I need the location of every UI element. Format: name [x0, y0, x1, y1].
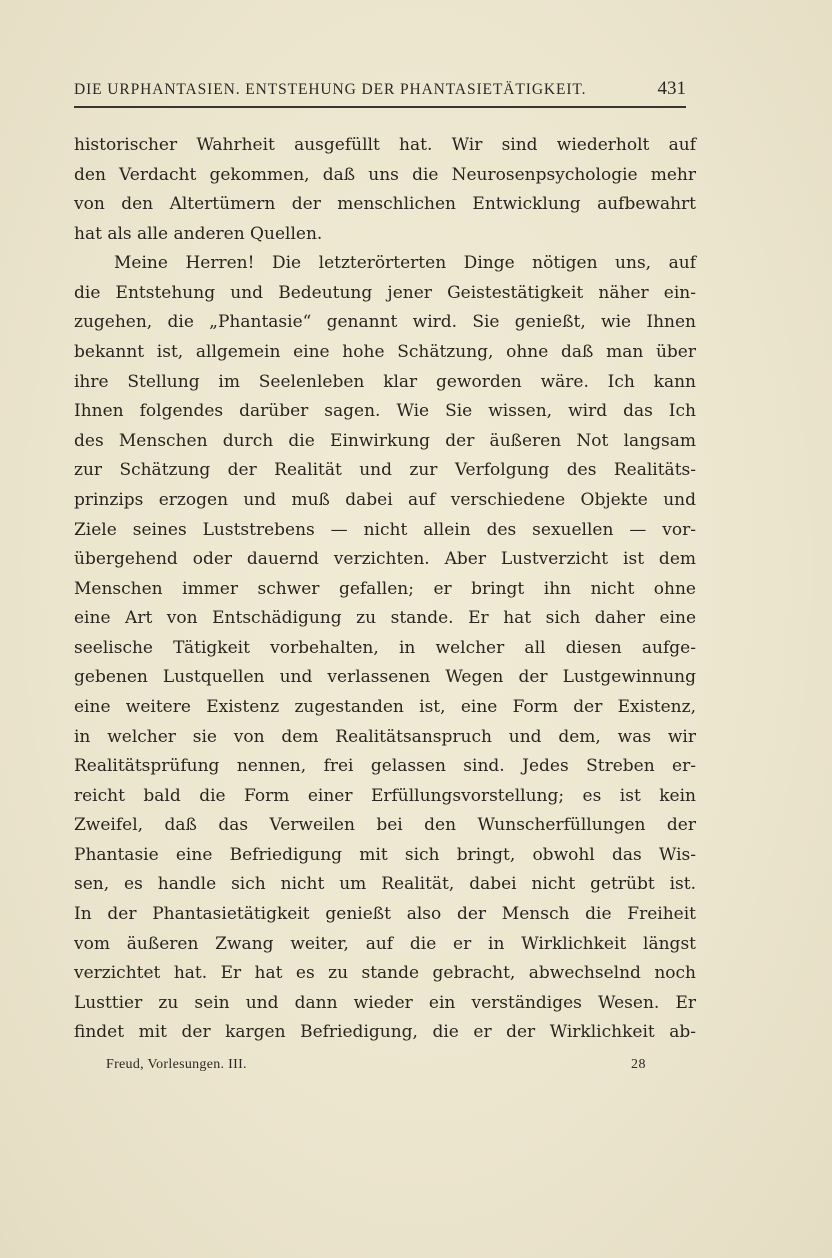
text-line: eine weitere Existenz zugestanden ist, eine Form der Existenz, [74, 696, 696, 717]
text-line: des Menschen durch die Einwirkung der äußeren Not langsam [74, 430, 696, 451]
text-line: prinzips erzogen und muß dabei auf verschiedene Objekte und [74, 489, 696, 510]
text-line: die Entstehung und Bedeutung jener Geistestätigkeit näher ein- [74, 282, 696, 303]
text-line: Ziele seines Luststrebens — nicht allein des sexuellen — vor- [74, 519, 696, 540]
text-line: In der Phantasietätigkeit genießt also der Mensch die Freiheit [74, 904, 696, 925]
running-head [74, 78, 686, 102]
text-line: seelische Tätigkeit vorbehalten, in welcher all diesen aufge- [74, 637, 696, 658]
paragraph-start-line: Meine Herren! Die letzterörterten Dinge nötigen uns, auf [114, 253, 696, 274]
page-number: 431 [657, 78, 686, 99]
text-line: den Verdacht gekommen, daß uns die Neurosenpsychologie mehr [74, 164, 696, 185]
header-rule [74, 106, 686, 108]
text-line: sen, es handle sich nicht um Realität, dabei nicht getrübt ist. [74, 874, 696, 895]
text-line: von den Altertümern der menschlichen Entwicklung aufbewahrt [74, 194, 696, 215]
signature-mark: 28 [631, 1057, 646, 1072]
footer-author-line: Freud, Vorlesungen. III. [106, 1057, 247, 1072]
text-line: Zweifel, daß das Verweilen bei den Wunscherfüllungen der [74, 815, 696, 836]
text-line: Lusttier zu sein und dann wieder ein verständiges Wesen. Er [74, 992, 696, 1013]
text-line: Ihnen folgendes darüber sagen. Wie Sie wissen, wird das Ich [74, 401, 696, 422]
page-footer [106, 1057, 646, 1073]
text-line: in welcher sie von dem Realitätsanspruch und dem, was wir [74, 726, 696, 747]
text-line: zugehen, die „Phantasie“ genannt wird. Sie genießt, wie Ihnen [74, 312, 696, 333]
text-line: findet mit der kargen Befriedigung, die er der Wirklichkeit ab- [74, 1022, 696, 1043]
running-head-title: DIE URPHANTASIEN. ENTSTEHUNG DER PHANTASIETÄTIGKEIT. [74, 81, 587, 98]
text-line: vom äußeren Zwang weiter, auf die er in Wirklichkeit längst [74, 933, 696, 954]
text-line: gebenen Lustquellen und verlassenen Wegen der Lustgewinnung [74, 667, 696, 688]
text-line: Realitätsprüfung nennen, frei gelassen sind. Jedes Streben er- [74, 756, 696, 777]
text-line: hat als alle anderen Quellen. [74, 223, 323, 244]
text-line: zur Schätzung der Realität und zur Verfolgung des Realitäts- [74, 460, 696, 481]
text-line: eine Art von Entschädigung zu stande. Er hat sich daher eine [74, 608, 696, 629]
body-text [74, 131, 696, 1048]
text-line: ihre Stellung im Seelenleben klar geworden wäre. Ich kann [74, 371, 696, 392]
text-line: Phantasie eine Befriedigung mit sich bringt, obwohl das Wis- [74, 844, 696, 865]
text-line: reicht bald die Form einer Erfüllungsvorstellung; es ist kein [74, 785, 696, 806]
text-line: Menschen immer schwer gefallen; er bringt ihn nicht ohne [74, 578, 696, 599]
text-line: verzichtet hat. Er hat es zu stande gebracht, abwechselnd noch [74, 963, 696, 984]
text-line: historischer Wahrheit ausgefüllt hat. Wir sind wiederholt auf [74, 135, 696, 155]
text-line: bekannt ist, allgemein eine hohe Schätzung, ohne daß man über [74, 342, 696, 363]
text-line: übergehend oder dauernd verzichten. Aber Lustverzicht ist dem [74, 549, 696, 570]
